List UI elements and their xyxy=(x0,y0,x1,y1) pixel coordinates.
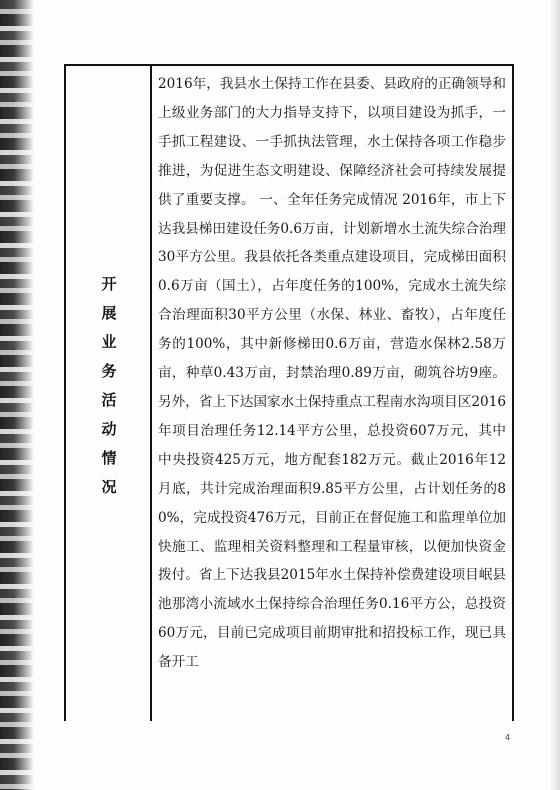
label-wrap xyxy=(66,276,152,508)
section-label: 开展业务活动情况 xyxy=(99,276,118,508)
label-cell xyxy=(66,66,152,721)
body-paragraph: 2016年，我县水土保持工作在县委、县政府的正确领导和上级业务部门的大力指导支持下，以项目建设为抓手，一手抓工程建设、一手抓执法管理，水土保持各项工作稳步推进，为促进生态文明建设、保障经济社会可持续发展提供了重要支撑。 一、全年任务完成情况 2016年，市上下达我县梯田建设任务0.6万亩，计划新增水土流失综合治理30平方公里。我县依托各类重点建设项目，完成梯田面积0.6万亩（国土），占年度任务的100%，完成水土流失综合治理面积30平方公里（水保、林业、畜牧），占年度任务的100%，其中新修梯田0.6万亩，营造水保林2.58万亩，种草0.43万亩，封禁治理0.89万亩，砌筑谷坊9座。另外，省上下达国家水土保持重点工程南水沟项目区2016年项目治理任务12.14平方公里，总投资607万元，其中中央投资425万元，地方配套182万元。截止2016年12月底，共计完成治理面积9.85平方公里，占计划任务的80%，完成投资476万元，目前正在督促施工和监理单位加快施工、监理相关资料整理和工程量审核，以便加快资金拨付。省上下达我县2015年水土保持补偿费建设项目岷县池那湾小流域水土保持综合治理任务0.16平方公，总投资60万元，目前已完成项目前期审批和招投标工作，现已具备开工 xyxy=(158,76,506,671)
scan-shadow-right xyxy=(550,0,560,790)
page-number: 4 xyxy=(505,733,511,742)
scan-shadow-left xyxy=(0,0,34,790)
report-table xyxy=(64,64,514,721)
content-cell xyxy=(152,66,512,721)
